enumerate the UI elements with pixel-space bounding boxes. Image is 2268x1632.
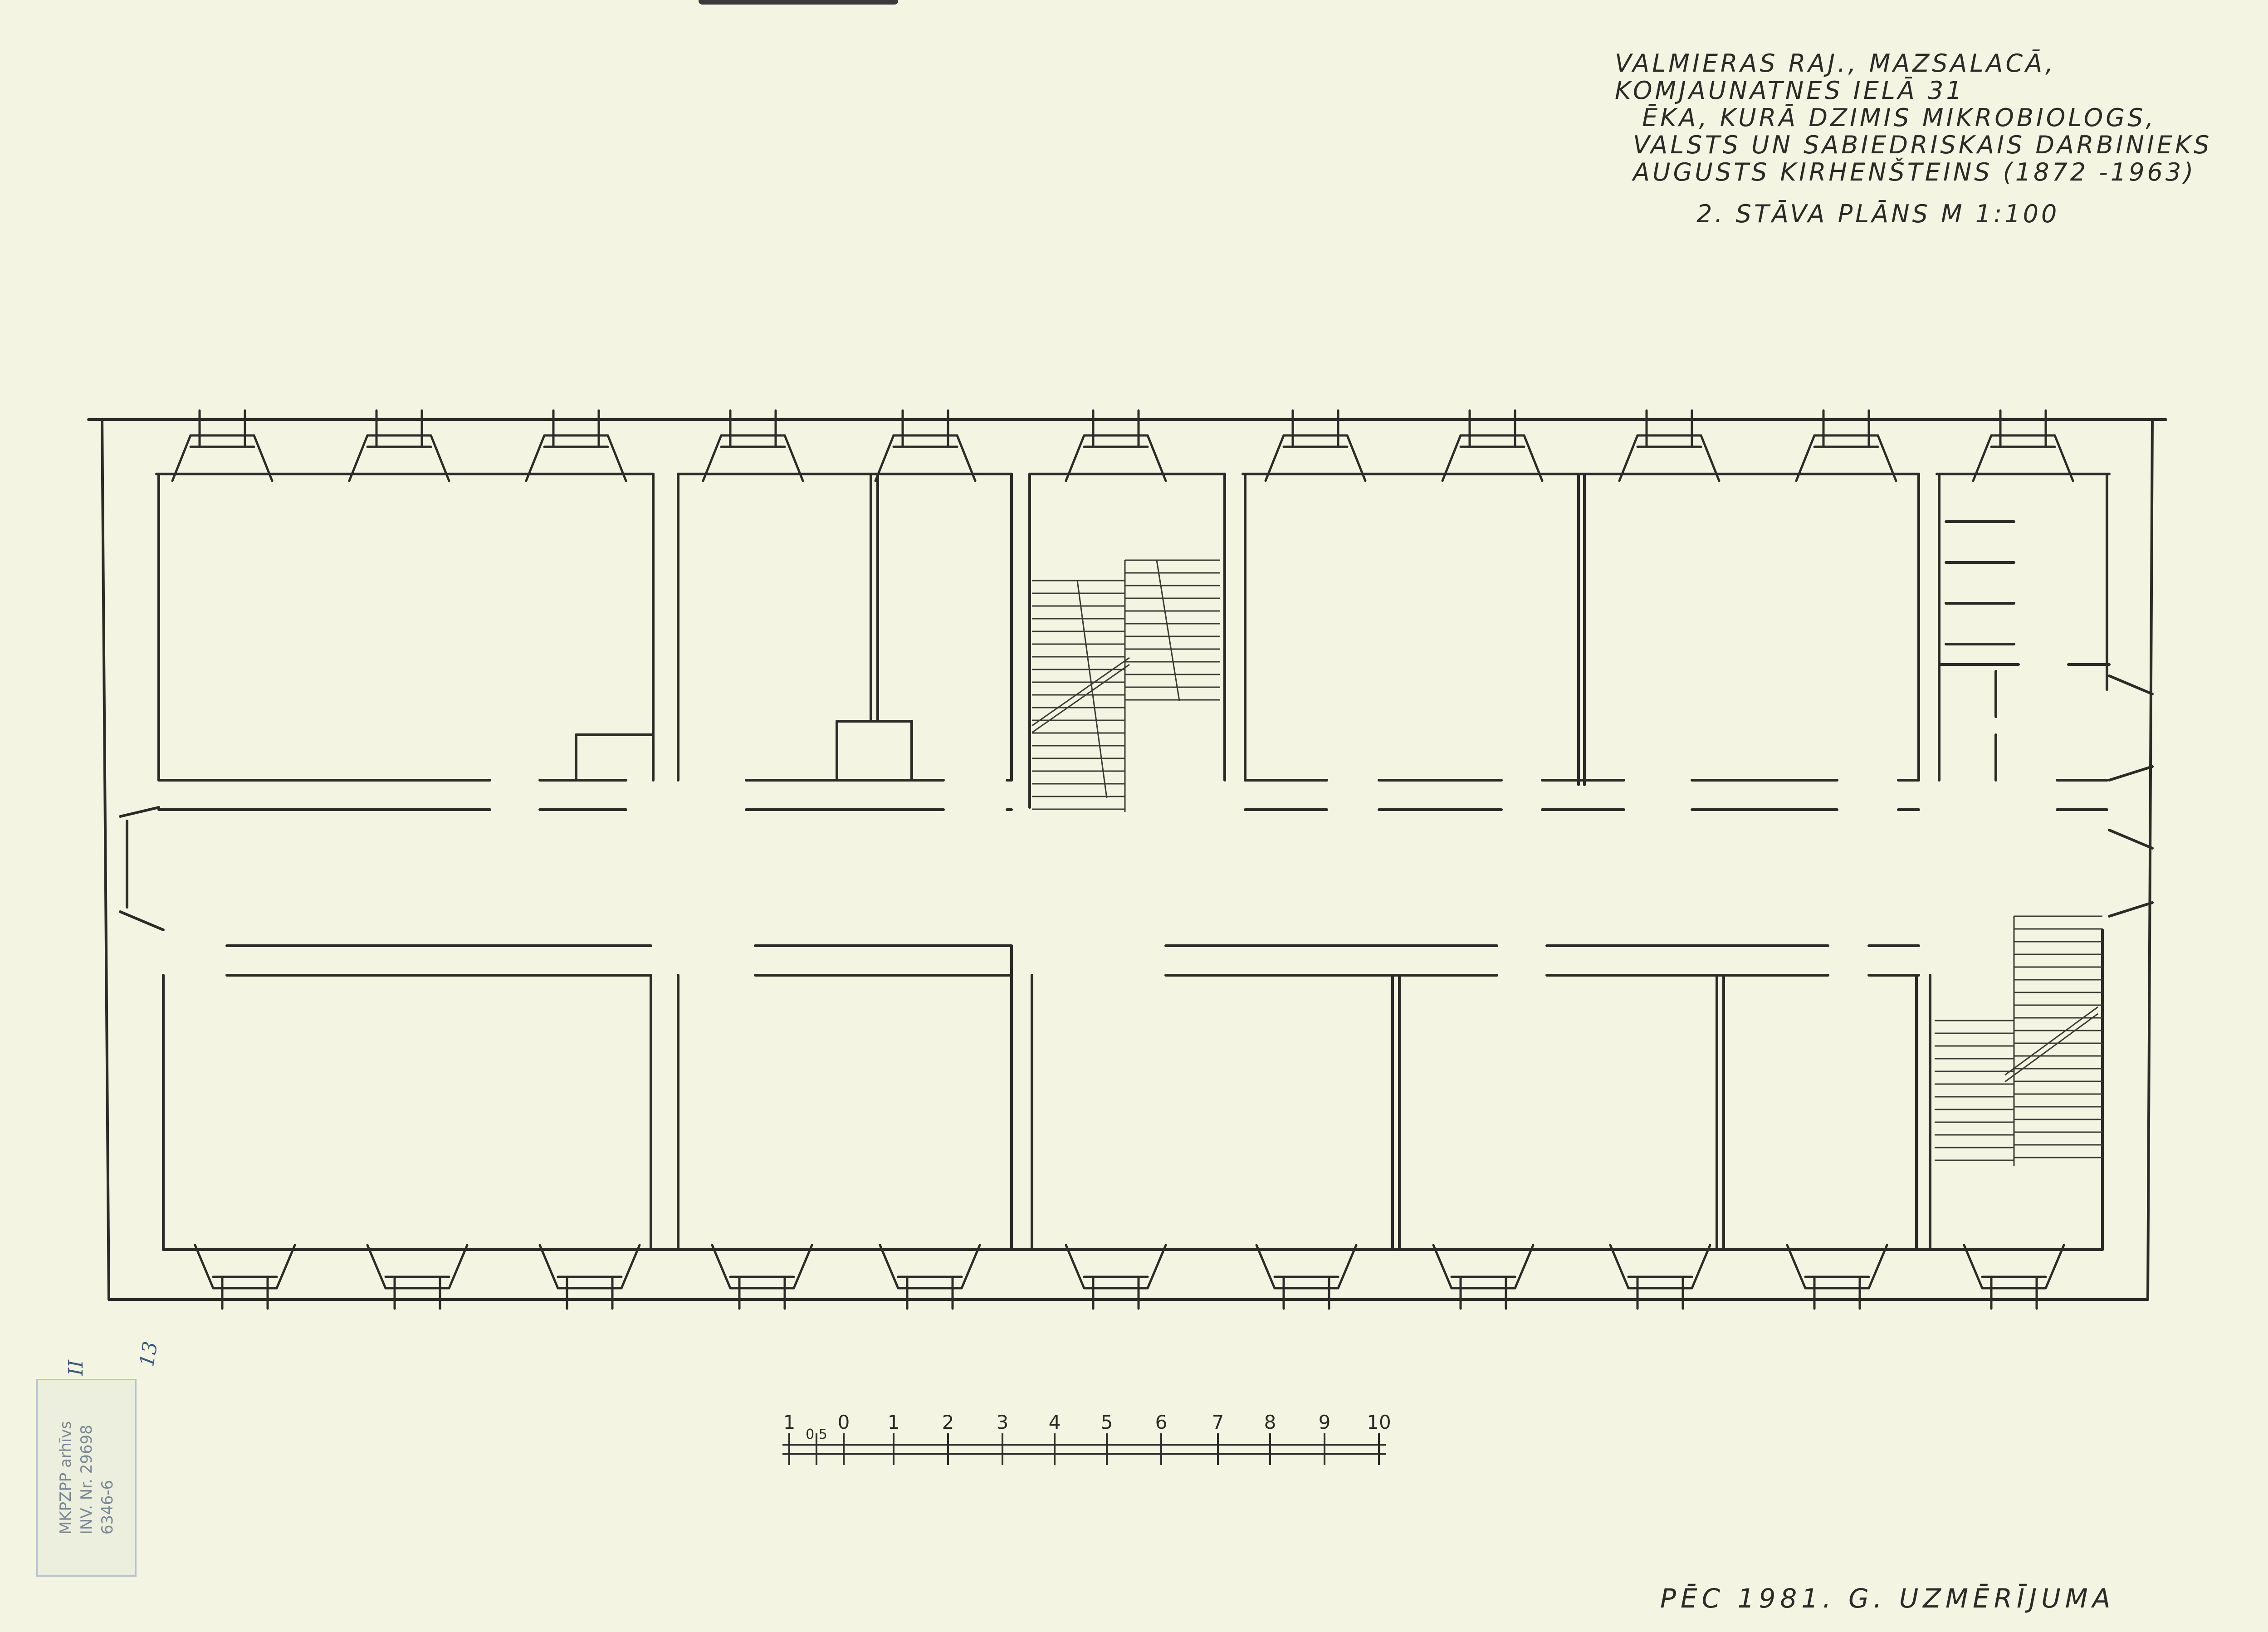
scale-bar-label: 5 xyxy=(1100,1411,1113,1433)
stair-rail xyxy=(1032,665,1129,733)
outer-wall-right xyxy=(2148,420,2152,1300)
stair-rail xyxy=(2005,1014,2098,1082)
entrance-right xyxy=(2109,767,2152,780)
window-bottom xyxy=(1610,1245,1628,1288)
window-bottom xyxy=(540,1245,558,1288)
window-bottom xyxy=(1433,1245,1452,1288)
entrance-left xyxy=(120,807,159,816)
window-bottom xyxy=(1066,1245,1084,1288)
scale-bar-label: 3 xyxy=(996,1411,1009,1433)
scale-bar-label: 1 xyxy=(887,1411,900,1433)
pencil-page-mark: 13 xyxy=(135,1339,162,1369)
window-bottom xyxy=(1964,1245,1982,1288)
stair-arrow xyxy=(1157,560,1179,701)
archive-stamp xyxy=(36,1379,137,1577)
window-bottom xyxy=(794,1245,812,1288)
scale-bar-labels xyxy=(783,1411,1391,1442)
window-bottom xyxy=(449,1245,467,1288)
scale-bar-label: 9 xyxy=(1318,1411,1331,1433)
window-bottom xyxy=(1148,1245,1166,1288)
scale-bar-label: 8 xyxy=(1264,1411,1276,1433)
window-bottom xyxy=(621,1245,640,1288)
window-bottom xyxy=(1256,1245,1275,1288)
window-bottom xyxy=(1692,1245,1710,1288)
window-bottom xyxy=(2046,1245,2064,1288)
title-line-2: KOMJAUNATNES IELĀ 31 xyxy=(1615,76,1965,105)
window-bottom xyxy=(880,1245,898,1288)
window-bottom xyxy=(1787,1245,1805,1288)
scale-bar-label: 10 xyxy=(1367,1411,1391,1433)
scale-bar-label: 4 xyxy=(1048,1411,1061,1433)
stamp-line-3: 6346-6 xyxy=(98,1480,117,1535)
stair-arrow xyxy=(1077,581,1107,798)
archive-stamp-text xyxy=(55,1421,118,1534)
plan-label: 2. STĀVA PLĀNS M 1:100 xyxy=(1696,200,2060,228)
scale-bar-label: 1 xyxy=(783,1411,796,1433)
scale-bar xyxy=(782,1433,1386,1465)
title-line-5: AUGUSTS KIRHENŠTEINS (1872 -1963) xyxy=(1633,158,2196,186)
floor-plan-stairs xyxy=(1032,560,2102,1166)
floor-plan-walls xyxy=(88,420,2166,1300)
entrance-right xyxy=(2109,676,2152,694)
pencil-note: II xyxy=(64,1360,88,1376)
floor-plan-windows xyxy=(172,410,2073,1309)
entrance-right xyxy=(2109,903,2152,916)
scale-bar-label: 6 xyxy=(1155,1411,1168,1433)
title-line-4: VALSTS UN SABIEDRISKAIS DARBINIEKS xyxy=(1633,131,2212,159)
stamp-line-1: MKPZPP arhīvs xyxy=(56,1421,75,1535)
scale-bar-label: 0,5 xyxy=(806,1427,827,1442)
survey-note: PĒC 1981. G. UZMĒRĪJUMA xyxy=(1660,1583,2115,1614)
window-bottom xyxy=(277,1245,295,1288)
title-line-3: ĒKA, KURĀ DZIMIS MIKROBIOLOGS, xyxy=(1642,103,2156,132)
scale-bar-label: 0 xyxy=(837,1411,850,1433)
outer-wall-left xyxy=(102,420,109,1300)
stamp-line-2: INV. Nr. 29698 xyxy=(77,1425,96,1535)
scale-bar-label: 7 xyxy=(1212,1411,1224,1433)
scale-bar-label: 2 xyxy=(942,1411,954,1433)
stair-rail xyxy=(1032,658,1129,726)
window-bottom xyxy=(1869,1245,1887,1288)
window-bottom xyxy=(1515,1245,1533,1288)
window-bottom xyxy=(195,1245,213,1288)
title-line-1: VALMIERAS RAJ., MAZSALACĀ, xyxy=(1615,49,2056,78)
entrance-left xyxy=(120,912,163,930)
window-bottom xyxy=(712,1245,730,1288)
window-bottom xyxy=(962,1245,980,1288)
entrance-right xyxy=(2109,830,2152,848)
window-bottom xyxy=(1338,1245,1356,1288)
window-bottom xyxy=(367,1245,386,1288)
